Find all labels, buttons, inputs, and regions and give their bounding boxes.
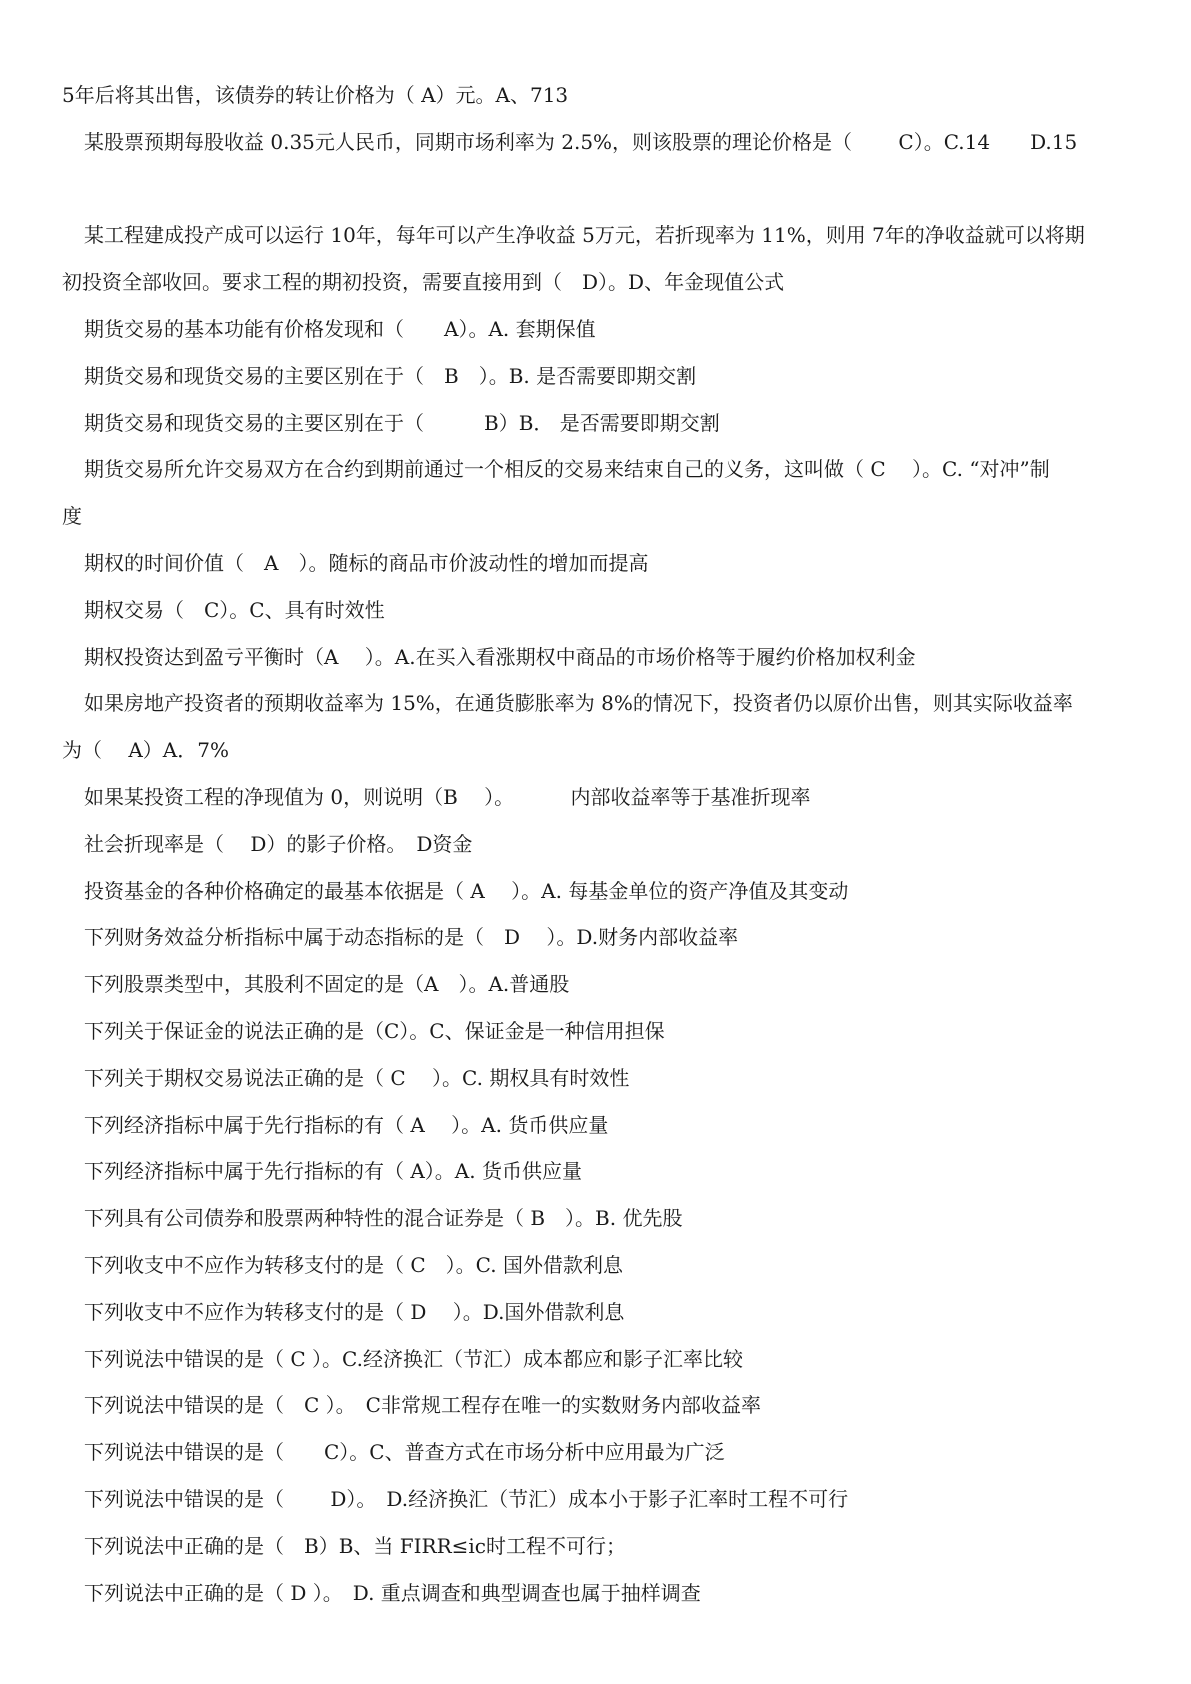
text-line-6: 期货交易和现货交易的主要区别在于（ B ）。B. 是否需要即期交割 bbox=[84, 363, 697, 388]
text-line-17: 投资基金的各种价格确定的最基本依据是（ A ）。A. 每基金单位的资产净值及其变动 bbox=[84, 878, 849, 903]
text-line-22: 下列经济指标中属于先行指标的有（ A ）。A. 货币供应量 bbox=[84, 1112, 609, 1137]
text-line-18: 下列财务效益分析指标中属于动态指标的是（ D ）。D.财务内部收益率 bbox=[84, 925, 739, 950]
text-line-4: 初投资全部收回。要求工程的期初投资，需要直接用到（ D）。D、年金现值公式 bbox=[62, 270, 785, 295]
text-line-27: 下列说法中错误的是（ C ）。C.经济换汇（节汇）成本都应和影子汇率比较 bbox=[84, 1346, 743, 1371]
text-line-11: 期权交易（ C）。C、具有时效性 bbox=[84, 597, 385, 622]
text-line-14: 为（ A）A．7% bbox=[62, 738, 229, 763]
text-line-29: 下列说法中错误的是（ C）。C、普查方式在市场分析中应用最为广泛 bbox=[84, 1440, 725, 1465]
text-line-31: 下列说法中正确的是（ B）B、当 FIRR≤ic时工程不可行； bbox=[84, 1533, 627, 1558]
text-line-10: 期权的时间价值（ A ）。随标的商品市价波动性的增加而提高 bbox=[84, 550, 649, 575]
text-line-13: 如果房地产投资者的预期收益率为 15%，在通货膨胀率为 8%的情况下，投资者仍以原价出售，则其实际收益率 bbox=[84, 691, 1073, 716]
text-line-15: 如果某投资工程的净现值为 0，则说明（B ）。 内部收益率等于基准折现率 bbox=[84, 784, 811, 809]
text-line-24: 下列具有公司债券和股票两种特性的混合证券是（ B ）。B. 优先股 bbox=[84, 1206, 683, 1231]
text-line-12: 期权投资达到盈亏平衡时（A ）。A.在买入看涨期权中商品的市场价格等于履约价格加权利金 bbox=[84, 644, 916, 669]
text-line-5: 期货交易的基本功能有价格发现和（ A）。A. 套期保值 bbox=[84, 316, 596, 341]
text-line-7: 期货交易和现货交易的主要区别在于（ B）B． 是否需要即期交割 bbox=[84, 410, 720, 435]
text-line-28: 下列说法中错误的是（ C ）。 C非常规工程存在唯一的实数财务内部收益率 bbox=[84, 1393, 761, 1418]
document-page bbox=[62, 72, 1142, 1616]
text-line-8: 期货交易所允许交易双方在合约到期前通过一个相反的交易来结束自己的义务，这叫做（ C ）。C. “对冲”制 bbox=[84, 457, 1050, 482]
text-line-20: 下列关于保证金的说法正确的是（C）。C、保证金是一种信用担保 bbox=[84, 1018, 665, 1043]
text-line-26: 下列收支中不应作为转移支付的是（ D ）。D.国外借款利息 bbox=[84, 1299, 625, 1324]
blank-line bbox=[62, 166, 1142, 213]
text-line-21: 下列关于期权交易说法正确的是（ C ）。C. 期权具有时效性 bbox=[84, 1065, 630, 1090]
text-line-3: 某工程建成投产成可以运行 10年，每年可以产生净收益 5万元，若折现率为 11%，则用 7年的净收益就可以将期 bbox=[84, 223, 1085, 248]
text-line-2: 某股票预期每股收益 0.35元人民币，同期市场利率为 2.5%，则该股票的理论价格是（ C）。C.14 D.15 bbox=[84, 129, 1078, 154]
text-line-25: 下列收支中不应作为转移支付的是（ C ）。C. 国外借款利息 bbox=[84, 1252, 623, 1277]
text-line-16: 社会折现率是（ D）的影子价格。 D资金 bbox=[84, 831, 473, 856]
text-line-19: 下列股票类型中，其股利不固定的是（A ）。A.普通股 bbox=[84, 972, 570, 997]
text-line-1: 5年后将其出售，该债券的转让价格为（ A）元。A、713 bbox=[62, 83, 569, 107]
text-line-30: 下列说法中错误的是（ D）。 D.经济换汇（节汇）成本小于影子汇率时工程不可行 bbox=[84, 1486, 849, 1511]
text-line-23: 下列经济指标中属于先行指标的有（ A）。A. 货币供应量 bbox=[84, 1159, 582, 1184]
text-line-9: 度 bbox=[62, 504, 82, 529]
text-line-32: 下列说法中正确的是（ D ）。 D. 重点调查和典型调查也属于抽样调查 bbox=[84, 1580, 701, 1605]
